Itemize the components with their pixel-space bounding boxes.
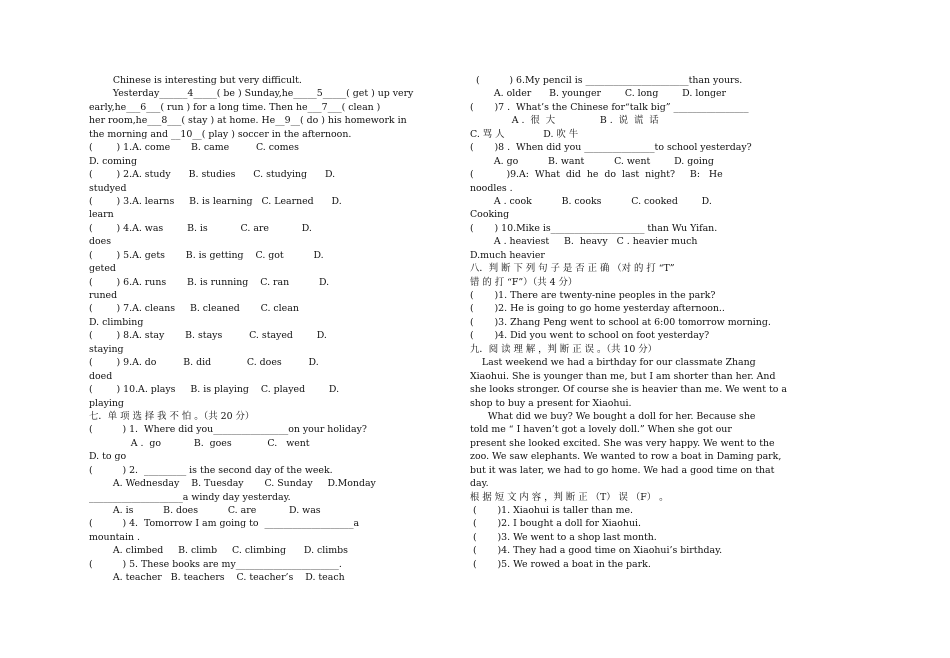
left-column-line: runed	[89, 290, 118, 301]
right-column-line: A. older B. younger C. long D. longer	[470, 88, 727, 100]
left-column-line: ( ) 5.A. gets B. is getting C. got D.	[89, 249, 324, 261]
right-column-line: A . heaviest B. heavy C . heavier much	[470, 236, 698, 248]
left-column-line: ( ) 1.A. come B. came C. comes	[89, 142, 299, 154]
right-column-line: D.much heavier	[470, 249, 545, 261]
left-column-line: 七．单 项 选 择 我 不 怕 。（共 20 分）	[89, 410, 255, 422]
right-column-line: 错 的 打 “F”）（共 4 分）	[470, 276, 578, 288]
left-column-line: staying	[89, 343, 124, 355]
left-column-line: ( ) 7.A. cleans B. cleaned C. clean	[89, 303, 299, 315]
right-column-line: ( )8 . When did you _______________to school yesterday?	[470, 142, 752, 154]
right-column-line: A. go B. want C. went D. going	[470, 155, 714, 167]
right-column-line: shop to buy a present for Xiaohui.	[470, 397, 632, 409]
right-column-line: ( )5. We rowed a boat in the park.	[470, 558, 651, 570]
right-column-line: Xiaohui. She is younger than me, but I am shorter than her. And	[470, 370, 776, 382]
right-column-line: ( ) 10.Mike is____________________ than Wu Yifan.	[470, 222, 718, 234]
right-column-line: but it was later, we had to go home. We had a good time on that	[470, 464, 775, 476]
left-column-line: A. Wednesday B. Tuesday C. Sunday D.Monday	[89, 478, 376, 490]
left-column-line: her room,he___8___( stay ) at home. He__9__( do ) his homework in	[89, 115, 407, 127]
left-column-line: ____________________a windy day yesterday.	[89, 491, 291, 503]
right-column	[470, 74, 815, 571]
left-column-line: A. teacher B. teachers C. teacher’s D. teach	[89, 572, 345, 584]
left-column-line: ( ) 3.A. learns B. is learning C. Learned D.	[89, 195, 342, 207]
right-column-line: noodles .	[470, 182, 513, 194]
right-column-line: Last weekend we had a birthday for our classmate Zhang	[470, 357, 756, 369]
right-column-line: ( ) 6.My pencil is ______________________than yours.	[470, 75, 743, 86]
right-column-line: told me “ I haven’t got a lovely doll.” When she got our	[470, 424, 732, 436]
right-column-line: A . 很 大 B . 说 谎 话	[470, 115, 659, 127]
right-column-line: ( )2. He is going to go home yesterday afternoon..	[470, 303, 725, 315]
left-column-line: studyed	[89, 182, 127, 194]
right-column-line: present she looked excited. She was very happy. We went to the	[470, 437, 775, 449]
left-column-line: does	[89, 236, 112, 248]
left-column	[89, 74, 433, 585]
left-column-line: ( ) 1. Where did you________________on your holiday?	[89, 424, 367, 436]
left-column-line: A. climbed B. climb C. climbing D. climbs	[89, 545, 348, 557]
left-column-line: Yesterday______4_____( be ) Sunday,he_____5_____( get ) up very	[89, 88, 414, 100]
left-column-line: geted	[89, 263, 116, 275]
left-column-line: ( ) 8.A. stay B. stays C. stayed D.	[89, 330, 327, 342]
right-column-line: ( )3. Zhang Peng went to school at 6:00 tomorrow morning.	[470, 316, 771, 328]
right-column-line: zoo. We saw elephants. We wanted to row a boat in Daming park,	[470, 451, 782, 463]
left-column-line: ( ) 10.A. plays B. is playing C. played D.	[89, 384, 340, 396]
right-column-line: 九．阅 读 理 解 ，判 断 正 误 。（共 10 分）	[470, 343, 658, 355]
left-column-line: learn	[89, 209, 114, 221]
right-column-line: ( )3. We went to a shop last month.	[470, 531, 657, 543]
right-column-line: ( )4. Did you went to school on foot yesterday?	[470, 330, 710, 342]
left-column-line: D. coming	[89, 155, 137, 167]
right-column-line: ( )7 . What’s the Chinese for“talk big” ________________	[470, 101, 749, 113]
right-column-line: ( )1. Xiaohui is taller than me.	[470, 505, 634, 516]
left-column-line: early,he___6___( run ) for a long time. Then he___7___( clean )	[89, 101, 381, 113]
right-column-line: day.	[470, 478, 489, 490]
left-column-line: playing	[89, 397, 124, 409]
left-column-line: ( ) 4. Tomorrow I am going to ___________________a	[89, 518, 360, 530]
left-column-line: D. climbing	[89, 316, 144, 328]
right-column-line: C. 骂 人 D. 吹 牛	[470, 128, 579, 140]
right-column-line: 根 据 短 文 内 容 ，判 断 正 （T） 误 （F） 。	[470, 491, 669, 503]
right-column-line: A . cook B. cooks C. cooked D.	[470, 195, 712, 207]
left-column-line: ( ) 2.A. study B. studies C. studying D.	[89, 169, 336, 181]
left-column-line: ( ) 9.A. do B. did C. does D.	[89, 357, 319, 369]
right-column-line: she looks stronger. Of course she is heavier than me. We went to a	[470, 384, 787, 396]
left-column-line: ( ) 6.A. runs B. is running C. ran D.	[89, 276, 330, 288]
right-column-line: Cooking	[470, 209, 510, 221]
right-column-line: 八．判 断 下 列 句 子 是 否 正 确 （对 的 打 “T”	[470, 263, 675, 275]
left-column-line: A . go B. goes C. went	[89, 437, 310, 449]
right-column-line: ( )9.A: What did he do last night? B: He	[470, 169, 723, 181]
left-column-line: D. to go	[89, 451, 127, 463]
left-column-line: ( ) 4.A. was B. is C. are D.	[89, 222, 312, 234]
left-column-line: ( ) 5. These books are my______________________.	[89, 558, 342, 570]
right-column-line: ( )1. There are twenty-nine peoples in the park?	[470, 290, 716, 301]
left-column-line: A. is B. does C. are D. was	[89, 505, 321, 516]
right-column-line: ( )2. I bought a doll for Xiaohui.	[470, 518, 641, 530]
left-column-line: doed	[89, 370, 113, 382]
right-column-line: ( )4. They had a good time on Xiaohui’s birthday.	[470, 545, 723, 557]
left-column-line: ( ) 2. _________ is the second day of the week.	[89, 464, 333, 476]
left-column-line: mountain .	[89, 531, 140, 543]
right-column-line: What did we buy? We bought a doll for her. Because she	[470, 410, 756, 422]
left-column-line: the morning and __10__( play ) soccer in the afternoon.	[89, 128, 352, 140]
left-column-line: Chinese is interesting but very difficult.	[89, 75, 302, 86]
